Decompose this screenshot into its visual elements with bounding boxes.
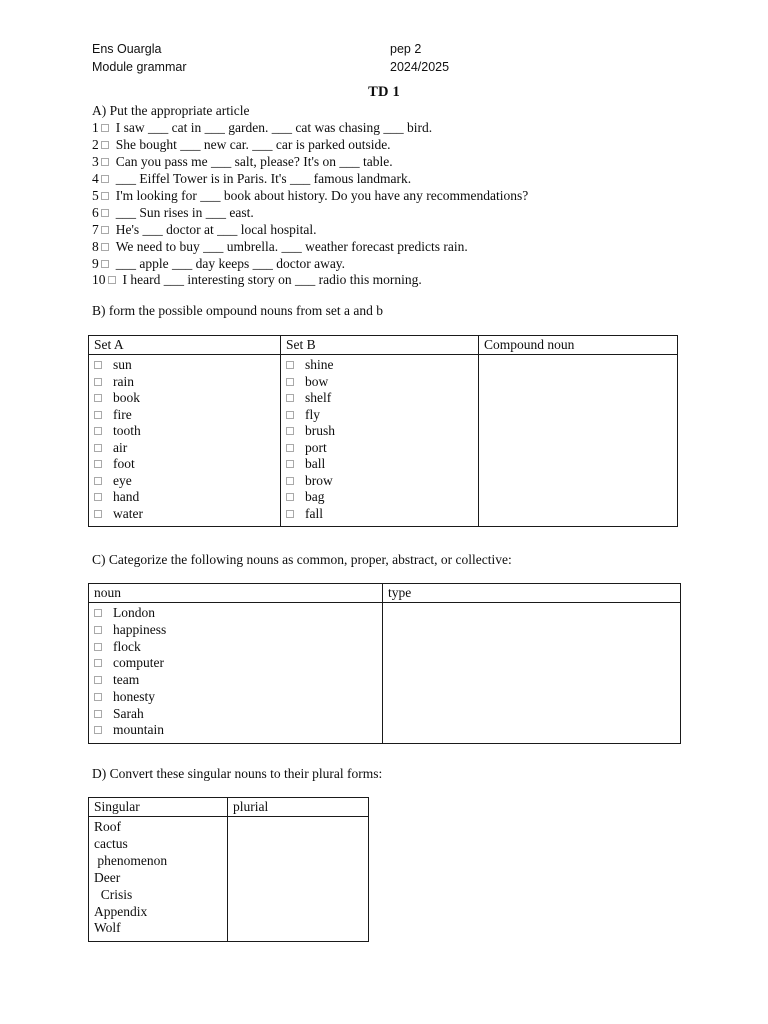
list-item bbox=[92, 120, 528, 137]
list-item bbox=[94, 390, 276, 407]
checkbox-icon bbox=[94, 477, 102, 485]
checkbox-icon bbox=[101, 226, 109, 234]
list-item bbox=[286, 489, 474, 506]
list-item bbox=[94, 639, 378, 656]
list-item bbox=[92, 272, 528, 289]
checkbox-icon bbox=[286, 361, 294, 369]
list-item-label: shine bbox=[305, 357, 334, 372]
item-number: 8 bbox=[92, 238, 99, 254]
list-item bbox=[286, 374, 474, 391]
col-header-plural: plurial bbox=[228, 798, 369, 817]
list-item-label: air bbox=[113, 439, 128, 455]
academic-year: 2024/2025 bbox=[390, 59, 450, 74]
item-text: ___ Eiffel Tower is in Paris. It's ___ famous landmark. bbox=[115, 170, 412, 186]
checkbox-icon bbox=[94, 411, 102, 419]
list-item-label: port bbox=[305, 439, 327, 455]
checkbox-icon bbox=[94, 693, 102, 701]
list-item bbox=[92, 256, 528, 273]
list-item bbox=[286, 390, 474, 407]
list-item bbox=[94, 440, 276, 457]
list-item-label: fly bbox=[305, 406, 320, 422]
list-item-label: bag bbox=[305, 489, 325, 505]
list-item bbox=[286, 506, 474, 523]
list-item bbox=[94, 605, 378, 622]
table-header-row bbox=[89, 336, 678, 355]
item-number: 6 bbox=[92, 204, 99, 220]
list-item bbox=[94, 456, 276, 473]
list-item bbox=[286, 423, 474, 440]
item-number: 5 bbox=[92, 187, 99, 203]
list-item bbox=[94, 473, 276, 490]
col-header-compound-noun: Compound noun bbox=[479, 336, 678, 355]
checkbox-icon bbox=[94, 444, 102, 452]
list-item-label: honesty bbox=[113, 688, 155, 704]
section-a-heading: A) Put the appropriate article bbox=[92, 103, 250, 118]
list-item-label: flock bbox=[113, 638, 141, 654]
header-right-block bbox=[390, 41, 449, 76]
set-b-cell bbox=[281, 355, 479, 527]
checkbox-icon bbox=[94, 710, 102, 718]
plural-answer-cell bbox=[228, 817, 369, 942]
group-label: pep 2 bbox=[390, 42, 422, 56]
list-item: Crisis bbox=[94, 886, 133, 902]
checkbox-icon bbox=[94, 394, 102, 402]
list-item: Roof bbox=[94, 819, 121, 834]
list-item-label: fall bbox=[305, 505, 323, 521]
list-item bbox=[92, 154, 528, 171]
item-text: I saw ___ cat in ___ garden. ___ cat was chasing ___ bird. bbox=[115, 120, 433, 135]
set-a-cell bbox=[89, 355, 281, 527]
item-text: She bought ___ new car. ___ car is parked outside. bbox=[115, 136, 391, 152]
col-header-set-b: Set B bbox=[281, 336, 479, 355]
list-item bbox=[94, 689, 378, 706]
item-number: 9 bbox=[92, 255, 99, 271]
checkbox-icon bbox=[286, 460, 294, 468]
teacher-name: Ens Ouargla bbox=[92, 42, 162, 56]
list-item-label: team bbox=[113, 672, 140, 687]
list-item-label: ball bbox=[305, 456, 326, 472]
list-item-label: hand bbox=[113, 489, 140, 505]
header-left-block bbox=[92, 41, 186, 76]
col-header-set-a: Set A bbox=[89, 336, 281, 355]
list-item-label: tooth bbox=[113, 423, 141, 439]
list-item: Wolf bbox=[94, 920, 121, 936]
checkbox-icon bbox=[286, 477, 294, 485]
singular-cell bbox=[89, 817, 228, 942]
checkbox-icon bbox=[101, 192, 109, 200]
col-header-noun: noun bbox=[89, 584, 383, 603]
checkbox-icon bbox=[286, 411, 294, 419]
list-item-label: sun bbox=[113, 357, 132, 372]
list-item-label: rain bbox=[113, 373, 134, 389]
list-item-label: brow bbox=[305, 472, 333, 488]
checkbox-icon bbox=[94, 676, 102, 684]
checkbox-icon bbox=[101, 124, 109, 132]
list-item bbox=[92, 137, 528, 154]
checkbox-icon bbox=[94, 378, 102, 386]
item-text: I heard ___ interesting story on ___ radio this morning. bbox=[122, 272, 422, 288]
table-header-row bbox=[89, 798, 369, 817]
type-answer-cell bbox=[383, 603, 681, 744]
checkbox-icon bbox=[94, 510, 102, 518]
checkbox-icon bbox=[94, 626, 102, 634]
list-item bbox=[94, 706, 378, 723]
col-header-singular: Singular bbox=[89, 798, 228, 817]
list-item: phenomenon bbox=[94, 852, 168, 868]
list-item bbox=[94, 357, 276, 374]
list-item-label: happiness bbox=[113, 621, 167, 637]
list-item-label: London bbox=[113, 605, 155, 620]
list-item bbox=[94, 672, 378, 689]
list-item-label: eye bbox=[113, 472, 132, 488]
list-item bbox=[92, 222, 528, 239]
list-item-label: book bbox=[113, 390, 140, 406]
item-text: We need to buy ___ umbrella. ___ weather forecast predicts rain. bbox=[115, 238, 468, 254]
checkbox-icon bbox=[101, 260, 109, 268]
checkbox-icon bbox=[286, 394, 294, 402]
col-header-type: type bbox=[383, 584, 681, 603]
section-d-heading: D) Convert these singular nouns to their plural forms: bbox=[92, 766, 383, 781]
item-text: He's ___ doctor at ___ local hospital. bbox=[115, 221, 317, 237]
list-item bbox=[94, 506, 276, 523]
checkbox-icon bbox=[101, 158, 109, 166]
list-item bbox=[286, 357, 474, 374]
item-number: 1 bbox=[92, 120, 99, 135]
checkbox-icon bbox=[94, 460, 102, 468]
checkbox-icon bbox=[94, 726, 102, 734]
checkbox-icon bbox=[94, 659, 102, 667]
list-item-label: computer bbox=[113, 655, 164, 671]
list-item bbox=[286, 440, 474, 457]
checkbox-icon bbox=[101, 141, 109, 149]
checkbox-icon bbox=[94, 427, 102, 435]
plural-forms-table bbox=[88, 797, 369, 942]
item-number: 3 bbox=[92, 153, 99, 169]
table-body-row bbox=[89, 817, 369, 942]
list-item bbox=[94, 722, 378, 739]
list-item bbox=[94, 489, 276, 506]
list-item-label: fire bbox=[113, 406, 132, 422]
section-a-list bbox=[92, 120, 528, 289]
section-c-heading: C) Categorize the following nouns as common, proper, abstract, or collective: bbox=[92, 552, 512, 567]
list-item-label: shelf bbox=[305, 390, 332, 406]
list-item bbox=[286, 456, 474, 473]
list-item bbox=[286, 407, 474, 424]
list-item bbox=[92, 171, 528, 188]
list-item: cactus bbox=[94, 835, 128, 851]
list-item-label: mountain bbox=[113, 722, 164, 738]
list-item-label: brush bbox=[305, 423, 335, 439]
list-item bbox=[94, 622, 378, 639]
compound-nouns-table bbox=[88, 335, 678, 527]
checkbox-icon bbox=[286, 510, 294, 518]
list-item bbox=[286, 473, 474, 490]
checkbox-icon bbox=[94, 361, 102, 369]
item-number: 2 bbox=[92, 136, 99, 152]
compound-noun-answer-cell bbox=[479, 355, 678, 527]
item-number: 10 bbox=[92, 272, 106, 288]
list-item-label: water bbox=[113, 505, 143, 521]
checkbox-icon bbox=[286, 444, 294, 452]
list-item: Deer bbox=[94, 869, 121, 885]
page-title: TD 1 bbox=[368, 84, 400, 100]
module-name: Module grammar bbox=[92, 59, 187, 74]
checkbox-icon bbox=[286, 378, 294, 386]
list-item bbox=[92, 188, 528, 205]
table-body-row bbox=[89, 603, 681, 744]
table-header-row bbox=[89, 584, 681, 603]
noun-types-table bbox=[88, 583, 681, 744]
list-item bbox=[92, 205, 528, 222]
item-number: 4 bbox=[92, 170, 99, 186]
checkbox-icon bbox=[94, 643, 102, 651]
checkbox-icon bbox=[286, 493, 294, 501]
list-item-label: foot bbox=[113, 456, 135, 472]
list-item bbox=[92, 239, 528, 256]
checkbox-icon bbox=[101, 243, 109, 251]
checkbox-icon bbox=[101, 175, 109, 183]
list-item bbox=[94, 655, 378, 672]
item-number: 7 bbox=[92, 221, 99, 237]
checkbox-icon bbox=[94, 493, 102, 501]
item-text: Can you pass me ___ salt, please? It's on ___ table. bbox=[115, 153, 393, 169]
list-item bbox=[94, 407, 276, 424]
table-body-row bbox=[89, 355, 678, 527]
item-text: ___ Sun rises in ___ east. bbox=[115, 204, 254, 220]
checkbox-icon bbox=[108, 276, 116, 284]
list-item bbox=[94, 374, 276, 391]
list-item bbox=[94, 423, 276, 440]
checkbox-icon bbox=[101, 209, 109, 217]
list-item-label: Sarah bbox=[113, 705, 144, 721]
checkbox-icon bbox=[286, 427, 294, 435]
list-item-label: bow bbox=[305, 373, 329, 389]
item-text: I'm looking for ___ book about history. Do you have any recommendations? bbox=[115, 187, 529, 203]
noun-cell bbox=[89, 603, 383, 744]
list-item: Appendix bbox=[94, 903, 148, 919]
section-b-heading: B) form the possible ompound nouns from set a and b bbox=[92, 303, 383, 318]
item-text: ___ apple ___ day keeps ___ doctor away. bbox=[115, 255, 346, 271]
checkbox-icon bbox=[94, 609, 102, 617]
